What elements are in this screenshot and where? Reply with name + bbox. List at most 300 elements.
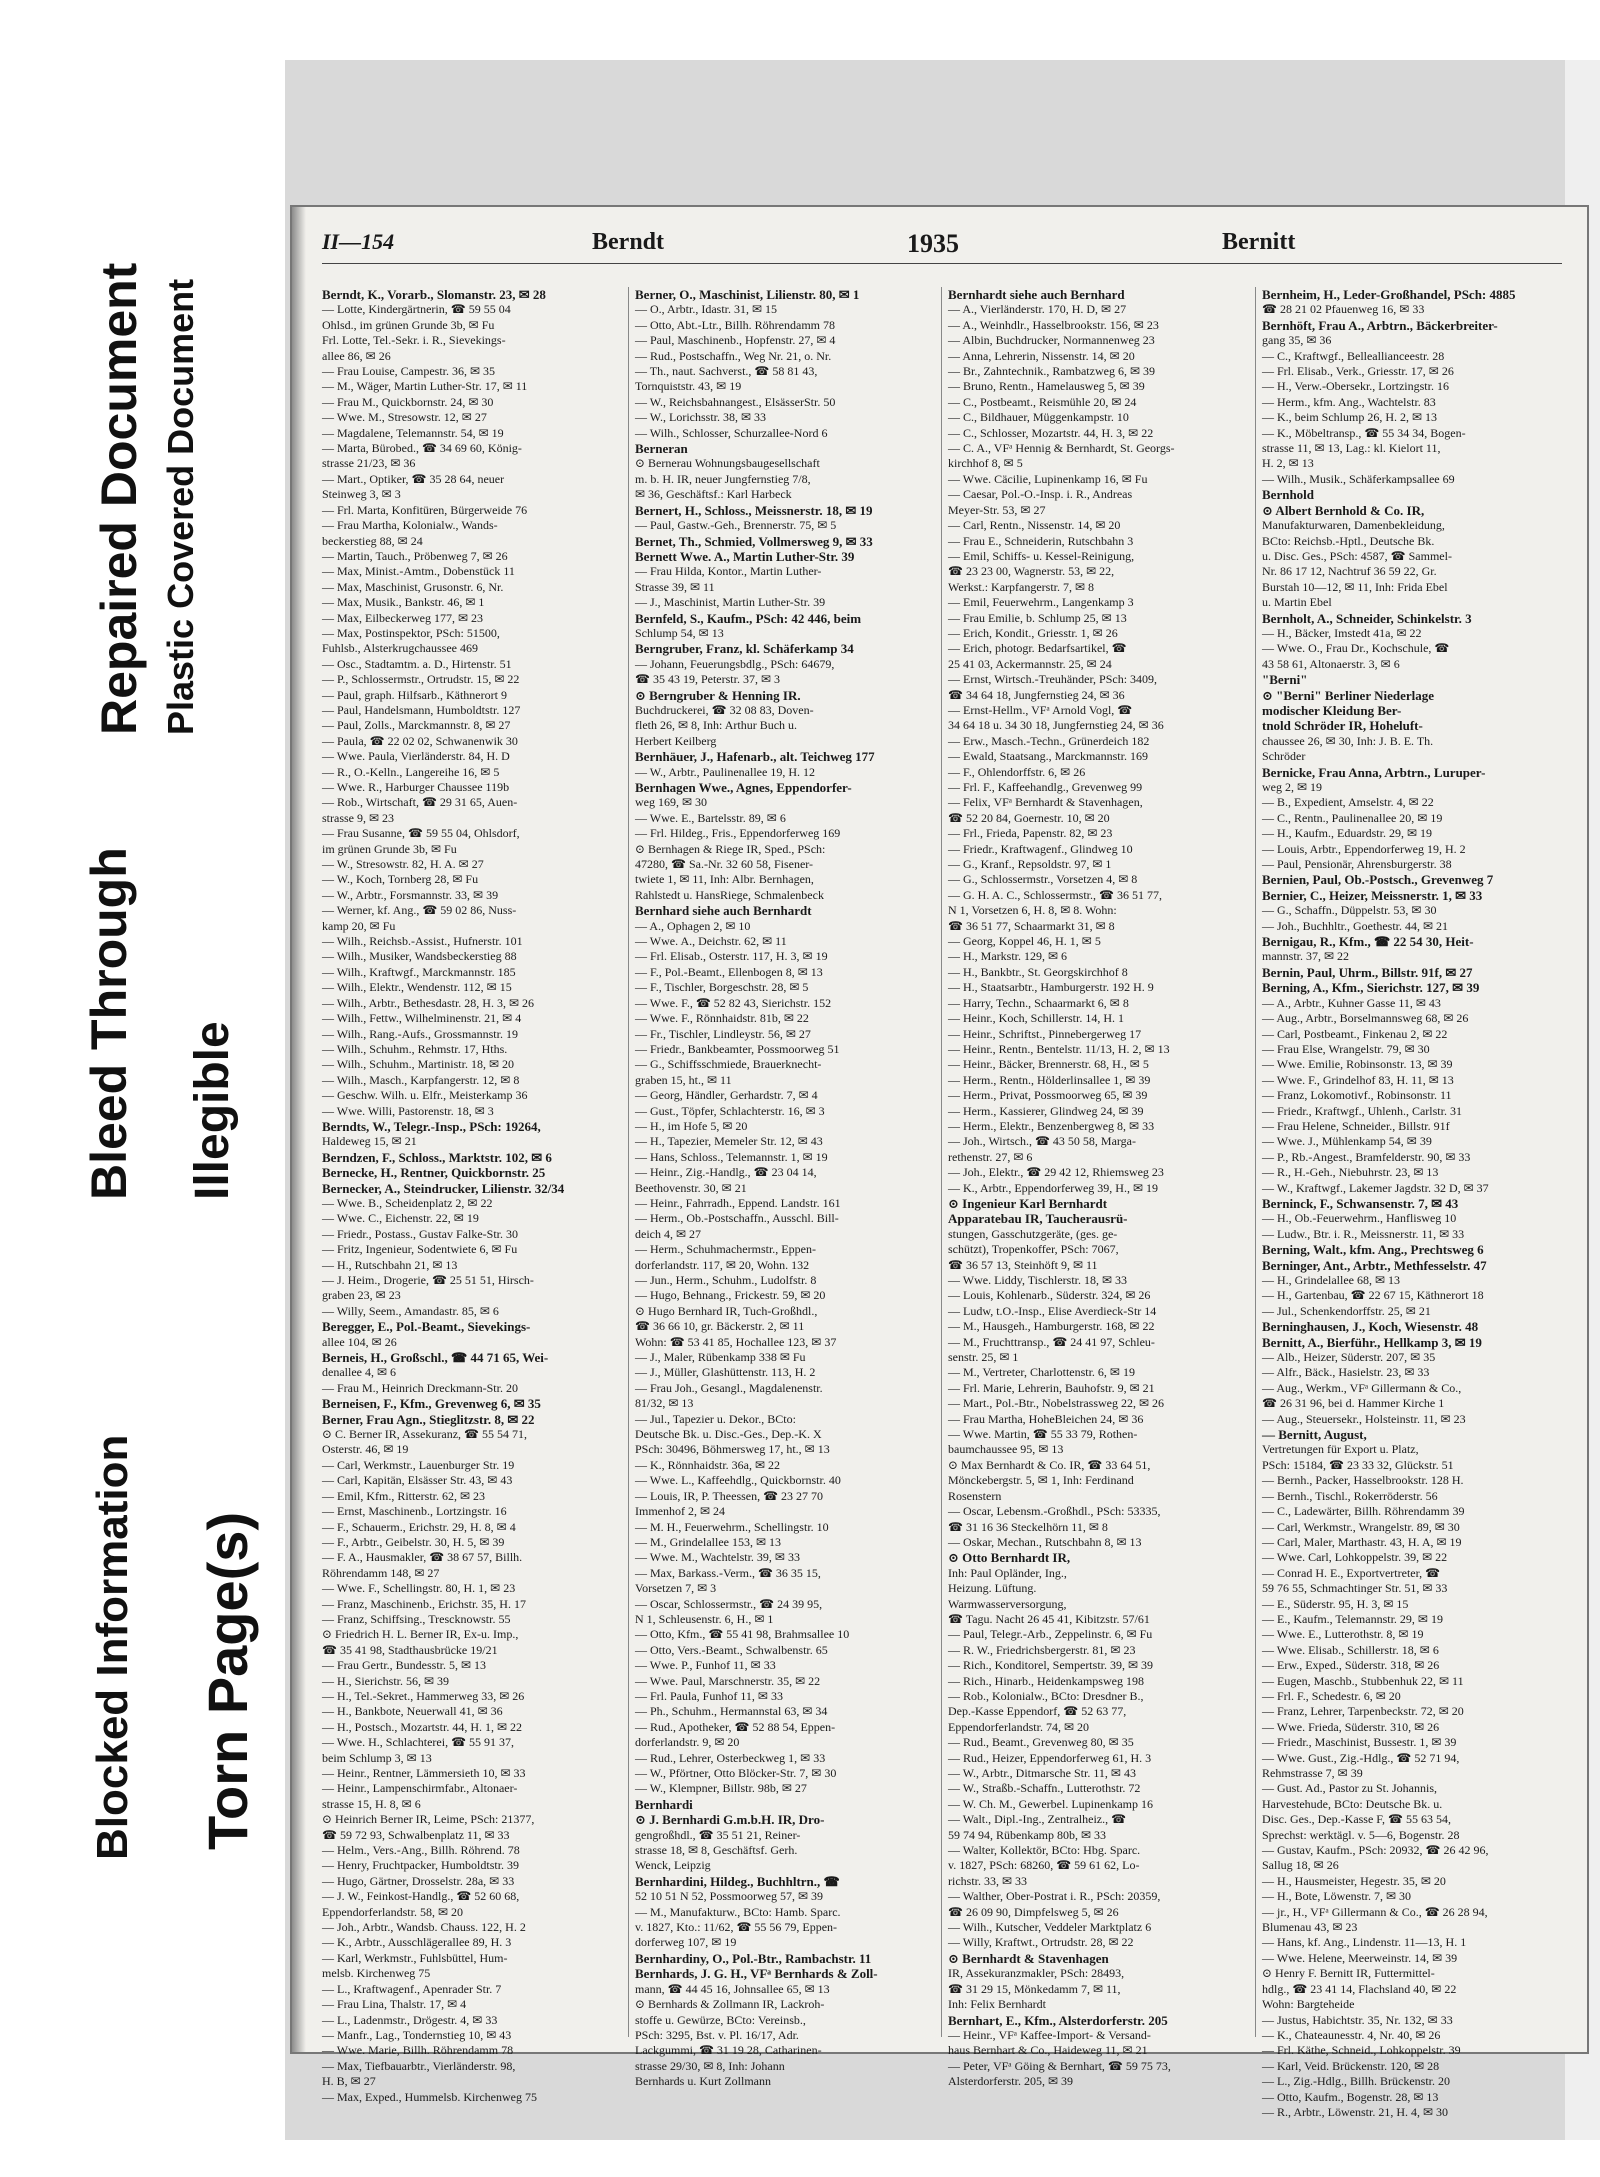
directory-entry: — Fr., Tischler, Lindleystr. 56, ✉ 27 [635,1026,811,1041]
directory-entry: ☎ 36 57 13, Steinhöft 9, ✉ 11 [948,1257,1098,1272]
directory-entry: — Wilh., Rang.-Aufs., Grossmannstr. 19 [322,1026,518,1041]
directory-entry: PSch: 15184, ☎ 23 33 32, Glückstr. 51 [1262,1457,1454,1472]
directory-entry: strasse 9, ✉ 23 [322,810,395,825]
directory-entry: Wohn: Bargteheide [1262,1997,1355,2012]
directory-entry: Beregger, E., Pol.-Beamt., Sievekings- [322,1319,531,1335]
directory-entry: — Fritz, Ingenieur, Sodentwiete 6, ✉ Fu [322,1242,518,1257]
directory-entry: ⊙ Hugo Bernhard IR, Tuch-Großhdl., [635,1303,818,1318]
directory-entry: BCto: Reichsb.-Hptl., Deutsche Bk. [1262,533,1435,548]
directory-entry: Blumenau 43, ✉ 23 [1262,1920,1358,1935]
directory-entry: Bernhardiny, O., Pol.-Btr., Rambachstr. 11 [635,1950,872,1966]
directory-entry: — Emil, Schiffs- u. Kessel-Reinigung, [948,548,1135,563]
column-1 [322,287,618,2104]
directory-entry: — W., Straßb.-Schaffn., Lutterothstr. 72 [948,1781,1141,1796]
directory-entry: — Wwe. C., Eichenstr. 22, ✉ 19 [322,1211,479,1226]
directory-entry: ☎ 23 23 00, Wagnerstr. 53, ✉ 22, [948,564,1115,579]
directory-entry: 43 58 61, Altonaerstr. 3, ✉ 6 [1262,656,1400,671]
directory-entry: Bernin, Paul, Uhrm., Billstr. 91f, ✉ 27 [1262,964,1473,980]
directory-entry: "Berni" [1262,672,1308,688]
directory-entry: Beethovenstr. 30, ✉ 21 [635,1180,747,1195]
label-illegible: Illegible [186,1021,239,1200]
directory-entry: — H., Staatsarbtr., Hamburgerstr. 192 H. 9 [948,980,1154,995]
directory-entry: — Frau Joh., Gesangl., Magdalenenstr. [635,1380,823,1395]
directory-entry: — Erich, Kondit., Griesstr. 1, ✉ 26 [948,625,1118,640]
directory-entry: — H., Markstr. 129, ✉ 6 [948,949,1068,964]
directory-entry: Berngruber, Franz, kl. Schäferkamp 34 [635,641,854,657]
directory-entry: — Franz, Lokomotivf., Robinsonstr. 11 [1262,1088,1452,1103]
directory-entry: Dep.-Kasse Eppendorf, ☎ 52 63 77, [948,1704,1127,1719]
directory-entry: ☎ 52 20 84, Goernestr. 10, ✉ 20 [948,810,1110,825]
directory-entry: — Wwe. L., Kaffeehdlg., Quickbornstr. 40 [635,1473,841,1488]
directory-entry: — Th., naut. Sachverst., ☎ 58 81 43, [635,364,818,379]
directory-entry: — H., Bankbtr., St. Georgskirchhof 8 [948,964,1128,979]
directory-entry: — F. A., Hausmakler, ☎ 38 67 57, Billh. [322,1550,523,1565]
directory-entry: — Frau Martha, HoheBleichen 24, ✉ 36 [948,1411,1144,1426]
directory-entry: schützt), Tropenkoffer, PSch: 7067, [948,1242,1119,1257]
directory-entry: Apparatebau IR, Taucherausrü- [948,1211,1128,1227]
directory-entry: — Ernst, Wirtsch.-Treuhänder, PSch: 3409, [948,672,1158,687]
header-year: 1935 [907,229,959,258]
directory-entry: u. Martin Ebel [1262,595,1332,610]
directory-entry: — W. Ch. M., Gewerbel. Lupinenkamp 16 [948,1796,1153,1811]
directory-entry: — B., Expedient, Amselstr. 4, ✉ 22 [1262,795,1434,810]
directory-entry: — Walt., Dipl.-Ing., Zentralheiz., ☎ [948,1812,1127,1827]
directory-entry: — Otto, Kfm., ☎ 55 41 98, Brahmsallee 10 [635,1627,850,1642]
directory-entry: ⊙ "Berni" Berliner Niederlage [1262,687,1435,703]
directory-entry: Berninger, Ant., Arbtr., Methfesselstr. 47 [1262,1257,1487,1273]
directory-entry: — H., Sierichstr. 56, ✉ 39 [322,1673,450,1688]
directory-entry: — Frl. Elisab., Osterstr. 117, H. 3, ✉ 19 [635,949,828,964]
directory-entry: — Herm., Kassierer, Glindweg 24, ✉ 39 [948,1103,1144,1118]
directory-entry: — Frl. F., Kaffeehandlg., Grevenweg 99 [948,780,1143,794]
directory-entry: H. B, ✉ 27 [322,2074,376,2089]
directory-entry: dorferlandstr. 117, ✉ 20, Wohn. 132 [635,1257,810,1272]
directory-entry: H. 2, ✉ 13 [1262,456,1314,471]
directory-entry: — J., Müller, Glashüttenstr. 113, H. 2 [635,1365,816,1380]
directory-entry: — W., Koch, Tornberg 28, ✉ Fu [322,872,479,887]
directory-entry: — W., Lorichsstr. 38, ✉ 33 [635,410,767,425]
directory-entry: — Karl, Werkmstr., Fuhlsbüttel, Hum- [322,1950,508,1965]
directory-entry: Manufakturwaren, Damenbekleidung, [1262,518,1445,533]
directory-entry: — A., Vierländerstr. 170, H. D, ✉ 27 [948,302,1127,317]
directory-entry: — Wwe. O., Frau Dr., Kochschule, ☎ [1262,641,1450,656]
directory-entry: — Rich., Konditorel, Sempertstr. 39, ✉ 39 [948,1658,1154,1673]
directory-entry: — Johann, Feuerungsbdlg., PSch: 64679, [635,656,835,671]
directory-entry: — Alb., Heizer, Süderstr. 207, ✉ 35 [1262,1350,1436,1365]
directory-entry: Nr. 86 17 12, Nachtruf 36 59 22, Gr. [1262,564,1437,579]
directory-entry: — Wwe. Liddy, Tischlerstr. 18, ✉ 33 [948,1273,1128,1287]
directory-entry: — Frl. Marta, Konfitüren, Bürgerweide 76 [322,502,528,517]
directory-entry: — R., H.-Geh., Niebuhrstr. 23, ✉ 13 [1262,1165,1439,1180]
directory-entry: — H., Verw.-Obersekr., Lortzingstr. 16 [1262,379,1449,394]
directory-entry: v. 1827, Kto.: 11/62, ☎ 55 56 79, Eppen- [635,1920,838,1935]
directory-entry: — H., Hausmeister, Hegestr. 35, ✉ 20 [1262,1873,1446,1888]
directory-entry: — Ph., Schuhm., Hermannstal 63, ✉ 34 [635,1704,828,1719]
directory-entry: — Rud., Apotheker, ☎ 52 88 54, Eppen- [635,1719,836,1734]
directory-entry: — Henry, Fruchtpacker, Humboldtstr. 39 [322,1858,520,1873]
directory-entry: — Herm., Rentn., Hölderlinsallee 1, ✉ 39 [948,1072,1151,1087]
directory-entry: — A., Arbtr., Kuhner Gasse 11, ✉ 43 [1262,995,1441,1010]
label-bleed-through: Bleed Through [81,847,137,1200]
directory-entry: — G., Schaffn., Düppelstr. 53, ✉ 30 [1262,903,1437,918]
directory-entry: — J. Heim., Drogerie, ☎ 25 51 51, Hirsch- [322,1273,534,1287]
directory-entry: — Heinr., Lampenschirmfabr., Altonaer- [322,1781,518,1796]
directory-entry: — Jun., Herm., Schuhm., Ludolfstr. 8 [635,1273,817,1287]
directory-entry: ☎ 36 66 10, gr. Bäckerstr. 2, ✉ 11 [635,1319,805,1334]
directory-entry: — Joh., Buchhltr., Goethestr. 44, ✉ 21 [1262,918,1449,933]
directory-entry: — Eugen, Maschb., Stubbenhuk 22, ✉ 11 [1262,1673,1464,1688]
directory-entry: strasse 21/23, ✉ 36 [322,456,416,471]
directory-entry: — Wwe. H., Schlachterei, ☎ 55 91 37, [322,1735,515,1750]
directory-entry: strasse 18, ✉ 8, Geschäftsf. Gerh. [635,1843,798,1858]
page-number: II—154 [322,229,395,254]
directory-entry: — Frl., Frieda, Papenstr. 82, ✉ 23 [948,826,1113,841]
directory-entry: baumchaussee 95, ✉ 13 [948,1442,1064,1457]
directory-page [290,205,1589,2119]
directory-entry: Rehmstrasse 7, ✉ 39 [1262,1766,1363,1780]
directory-entry: — J. W., Feinkost-Handlg., ☎ 52 60 68, [322,1889,520,1904]
directory-entry: — Erw., Masch.-Techn., Grünerdeich 182 [948,733,1150,748]
directory-entry: Haldeweg 15, ✉ 21 [322,1134,417,1149]
directory-entry: — R., Arbtr., Löwenstr. 21, H. 4, ✉ 30 [1262,2104,1449,2119]
directory-entry: weg 169, ✉ 30 [635,795,708,810]
directory-entry: Bernhardi [635,1796,693,1812]
directory-entry: — Frau Susanne, ☎ 59 55 04, Ohlsdorf, [322,826,520,841]
directory-entry: Warmwasserversorgung, [948,1596,1067,1611]
directory-entry: strasse 29/30, ✉ 8, Inh: Johann [635,2058,785,2073]
directory-entry: — Gust. Ad., Pastor zu St. Johannis, [1262,1781,1438,1796]
directory-entry: Strasse 39, ✉ 11 [635,579,715,594]
directory-entry: gang 35, ✉ 36 [1262,333,1332,348]
column-divider [628,287,629,2037]
directory-entry: — Louis, Kohlenarb., Süderstr. 324, ✉ 26 [948,1288,1151,1303]
directory-entry: — A., Weinhdlr., Hasselbrookstr. 156, ✉ 23 [948,317,1159,332]
directory-entry: — Georg, Händler, Gerhardstr. 7, ✉ 4 [635,1088,818,1103]
directory-entry: — Paul, Gastw.-Geh., Brennerstr. 75, ✉ 5 [635,518,837,533]
directory-entry: — Louis, Arbtr., Eppendorferweg 19, H. 2 [1262,841,1466,856]
directory-entry: IR, Assekuranzmakler, PSch: 28493, [948,1966,1125,1981]
directory-entry: — Wwe. Paul, Marschnerstr. 35, ✉ 22 [635,1673,821,1688]
directory-entry: Bernecke, H., Rentner, Quickbornstr. 25 [322,1165,546,1181]
directory-entry: — Max, Minist.-Amtm., Dobenstück 11 [322,564,515,579]
directory-entry: Buchdruckerei, ☎ 32 08 83, Doven- [635,702,814,717]
directory-entry: — Paul, Telegr.-Arb., Zeppelinstr. 6, ✉ Fu [948,1627,1153,1642]
directory-entry: — C., Ladewärter, Billh. Röhrendamm 39 [1262,1504,1465,1519]
directory-entry: — Rud., Lehrer, Osterbeckweg 1, ✉ 33 [635,1750,826,1765]
directory-entry: — M., Hausgeh., Hamburgerstr. 168, ✉ 22 [948,1319,1155,1334]
directory-entry: — Aug., Arbtr., Borselmannsweg 68, ✉ 26 [1262,1011,1469,1026]
directory-entry: Bernhards u. Kurt Zollmann [635,2074,771,2089]
directory-entry: melsb. Kirchenweg 75 [322,1966,431,1981]
directory-entry: — Wwe. Martin, ☎ 55 33 79, Rothen- [948,1427,1138,1442]
directory-entry: — Friedr., Maschinist, Bussestr. 1, ✉ 39 [1262,1735,1457,1750]
directory-entry: — Jul., Tapezier u. Dekor., BCto: [635,1411,796,1426]
directory-entry: Mönckebergstr. 5, ✉ 1, Inh: Ferdinand [948,1473,1134,1488]
directory-entry: chaussee 26, ✉ 30, Inh: J. B. E. Th. [1262,733,1434,748]
directory-entry: Vertretungen für Export u. Platz, [1262,1442,1419,1457]
directory-entry: Frl. Lotte, Tel.-Sekr. i. R., Sievekings- [322,333,506,348]
header-right-name: Bernitt [1222,229,1296,255]
directory-entry: — Helm., Vers.-Ang., Billh. Röhrend. 78 [322,1843,520,1858]
directory-entry: — P., Rb.-Angest., Bramfelderstr. 90, ✉ 33 [1262,1149,1471,1164]
directory-entry: hdlg., ☎ 23 41 14, Flachsland 40, ✉ 22 [1262,1981,1457,1996]
directory-entry: — K., Möbeltransp., ☎ 55 34 34, Bogen- [1262,425,1466,440]
directory-entry: — Paul, Maschinenb., Hopfenstr. 27, ✉ 4 [635,333,836,348]
directory-entry: — Carl, Werkmstr., Lauenburger Str. 19 [322,1457,515,1472]
directory-entry: — Heinr., VFᵃ Kaffee-Import- & Versand- [948,2027,1151,2042]
directory-entry: Berner, Frau Agn., Stieglitzstr. 8, ✉ 22 [322,1411,535,1427]
directory-entry: — Carl, Rentn., Nissenstr. 14, ✉ 20 [948,518,1121,533]
directory-entry: — Wwe. F., Schellingstr. 80, H. 1, ✉ 23 [322,1581,516,1596]
directory-entry: — F., Pol.-Beamt., Ellenbogen 8, ✉ 13 [635,964,823,979]
directory-entry: Eppendorferlandstr. 58, ✉ 20 [322,1904,464,1919]
directory-entry: — C., Rentn., Paulinenallee 20, ✉ 19 [1262,810,1443,825]
directory-entry: strasse 11, ✉ 13, Lag.: kl. Kielort 11, [1262,441,1441,456]
directory-entry: twiete 1, ✉ 11, Inh: Albr. Bernhagen, [635,872,814,887]
directory-entry: — Frau Gertr., Bundesstr. 5, ✉ 13 [322,1658,487,1673]
directory-entry: — R., O.-Kelln., Langereihe 16, ✉ 5 [322,764,500,779]
directory-entry: ☎ 31 16 36 Steckelhörn 11, ✉ 8 [948,1519,1108,1534]
directory-entry: — Justus, Habichtstr. 35, Nr. 132, ✉ 33 [1262,2012,1453,2027]
directory-entry: — Wwe. Marie, Billh. Röhrendamm 78 [322,2043,514,2058]
directory-entry: — Otto, Kaufm., Bogenstr. 28, ✉ 13 [1262,2089,1439,2104]
directory-entry: — Walter, Kollektör, BCto: Hbg. Sparc. [948,1843,1141,1858]
directory-entry: — Carl, Postbeamt., Finkenau 2, ✉ 22 [1262,1026,1448,1041]
directory-entry: — Friedr., Kraftwagenf., Glindweg 10 [948,841,1133,856]
directory-entry: — Aug., Steuersekr., Holsteinstr. 11, ✉ 23 [1262,1411,1466,1426]
directory-entry: Wohn: ☎ 53 41 85, Hochallee 123, ✉ 37 [635,1334,837,1349]
directory-entry: — Alfr., Bäck., Hasielstr. 23, ✉ 33 [1262,1365,1430,1380]
directory-entry: — Frau Martha, Kolonialw., Wands- [322,518,498,533]
directory-entry: — Wilh., Schuhm., Martinistr. 18, ✉ 20 [322,1057,515,1072]
label-blocked-information: Blocked Information [88,1434,137,1860]
directory-entry: — G., Kranf., Repsoldstr. 97, ✉ 1 [948,857,1112,872]
directory-entry: Osterstr. 46, ✉ 19 [322,1442,409,1457]
directory-entry: — K., beim Schlump 26, H. 2, ✉ 13 [1262,410,1438,425]
directory-entry: — Wwe. M., Wachtelstr. 39, ✉ 33 [635,1550,800,1565]
directory-entry: ☎ 31 29 15, Mönkedamm 7, ✉ 11, [948,1981,1121,1996]
directory-entry: — Otto, Abt.-Ltr., Billh. Röhrendamm 78 [635,317,835,332]
directory-entry: — Bernitt, August, [1262,1427,1367,1443]
directory-entry: — Hans, kf. Ang., Lindenstr. 11—13, H. 1 [1262,1935,1467,1950]
directory-entry: — Joh., Arbtr., Wandsb. Chauss. 122, H. 2 [322,1920,526,1935]
directory-entry: Bernheim, H., Leder-Großhandel, PSch: 4885 [1262,287,1516,302]
directory-entry: Inh: Paul Opländer, Ing., [948,1565,1067,1580]
directory-entry: Schlump 54, ✉ 13 [635,625,724,640]
directory-entry: — C., Kraftwgf., Belleallianceestr. 28 [1262,348,1445,363]
directory-entry: — L., Zig.-Hdlg., Billh. Brückenstr. 20 [1262,2074,1450,2089]
directory-entry: ☎ 35 41 98, Stadthausbrücke 19/21 [322,1642,498,1657]
directory-entry: strasse 15, H. 8, ✉ 6 [322,1796,421,1811]
directory-entry: Bernhart, E., Kfm., Alsterdorferstr. 205 [948,2012,1168,2028]
directory-entry: — Franz, Lehrer, Tarpenbeckstr. 72, ✉ 20 [1262,1704,1464,1719]
directory-entry: — Herm., kfm. Ang., Wachtelstr. 83 [1262,394,1436,409]
directory-entry: — Karl, Veid. Brückenstr. 120, ✉ 28 [1262,2058,1440,2073]
directory-entry: — Frau Hilda, Kontor., Martin Luther- [635,564,822,579]
directory-entry: Bernert, H., Schloss., Meissnerstr. 18, ✉ 19 [635,502,873,518]
directory-entry: — R. W., Friedrichsbergerstr. 81, ✉ 23 [948,1642,1136,1657]
directory-entry: — Emil, Feuerwehrm., Langenkamp 3 [948,595,1134,610]
directory-entry: — Louis, IR, P. Theessen, ☎ 23 27 70 [635,1488,824,1503]
directory-entry: — Heinr., Rentn., Bentelstr. 11/13, H. 2, ✉ 13 [948,1041,1170,1056]
directory-entry: — Carl, Maler, Marthastr. 43, H. A, ✉ 19 [1262,1534,1462,1549]
directory-entry: — Frau Helene, Schneider., Billstr. 91f [1262,1118,1450,1133]
directory-entry: — Wwe. Gust., Zig.-Hdlg., ☎ 52 71 94, [1262,1750,1460,1765]
directory-entry: Rosenstern [948,1488,1002,1503]
directory-entry: — Heinr., Zig.-Handlg., ☎ 23 04 14, [635,1165,817,1180]
directory-entry: — Manfr., Lag., Tondernstieg 10, ✉ 43 [322,2027,512,2042]
directory-entry: — Bruno, Rentn., Hamelausweg 5, ✉ 39 [948,379,1145,394]
directory-entry: — jr., H., VFᵃ Gillermann & Co., ☎ 26 28 94, [1262,1904,1488,1919]
directory-entry: — Franz, Maschinenb., Erichstr. 35, H. 17 [322,1596,526,1611]
directory-entry: — H., Grindelallee 68, ✉ 13 [1262,1273,1401,1287]
directory-entry: — Wilh., Schuhm., Rehmstr. 17, Hths. [322,1041,508,1056]
directory-entry: ⊙ Henry F. Bernitt IR, Futtermittel- [1262,1966,1435,1981]
directory-entry: PSch: 3295, Bst. v. Pl. 16/17, Adr. [635,2027,799,2042]
directory-entry: graben 15, ht., ✉ 11 [635,1072,732,1087]
directory-entry: fleth 26, ✉ 8, Inh: Arthur Buch u. [635,718,798,733]
directory-entry: — W., Reichsbahnangest., ElsässerStr. 50 [635,394,836,409]
directory-entry: — Max, Eilbeckerweg 177, ✉ 23 [322,610,484,625]
directory-entry: — E., Süderstr. 95, H. 3, ✉ 15 [1262,1596,1409,1611]
directory-entry: Sprechst: werktägl. v. 5—6, Bogenstr. 28 [1262,1827,1460,1842]
directory-entry: Sallug 18, ✉ 26 [1262,1858,1339,1873]
directory-entry: kamp 20, ✉ Fu [322,918,396,933]
directory-entry: — Rob., Kolonialw., BCto: Dresdner B., [948,1688,1144,1703]
directory-entry: Eppendorferlandstr. 74, ✉ 20 [948,1719,1090,1734]
directory-entry: Berneis, H., Großschl., ☎ 44 71 65, Wei- [322,1350,549,1366]
directory-entry: — H., Bäcker, Imstedt 41a, ✉ 22 [1262,625,1422,640]
directory-entry: — Wwe. Elisab., Schillerstr. 18, ✉ 6 [1262,1642,1439,1657]
directory-entry: — Oskar, Mechan., Rutschbahn 8, ✉ 13 [948,1534,1142,1549]
directory-entry: Meyer-Str. 53, ✉ 27 [948,502,1046,517]
directory-entry: — Wilh., Elektr., Wendenstr. 112, ✉ 15 [322,980,512,995]
directory-entry: — Max, Postinspektor, PSch: 51500, [322,625,500,640]
directory-entry: — Frau Else, Wrangelstr. 79, ✉ 30 [1262,1041,1430,1056]
directory-entry: Disc. Ges., Dep.-Kasse F, ☎ 55 63 54, [1262,1812,1451,1827]
directory-entry: — Rud., Beamt., Grevenweg 80, ✉ 35 [948,1735,1134,1750]
directory-entry: — Oscar, Lebensm.-Großhdl., PSch: 53335, [948,1504,1161,1519]
directory-entry: Steinweg 3, ✉ 3 [322,487,401,502]
directory-entry: ⊙ C. Berner IR, Assekuranz, ☎ 55 54 71, [322,1427,527,1442]
directory-entry: ⊙ Albert Bernhold & Co. IR, [1262,502,1425,518]
directory-entry: — Carl, Werkmstr., Wrangelstr. 89, ✉ 30 [1262,1519,1460,1534]
directory-entry: — F., Schauerm., Erichstr. 29, H. 8, ✉ 4 [322,1519,516,1534]
directory-entry: — Heinr., Rentner, Lämmersieth 10, ✉ 33 [322,1766,526,1780]
directory-entry: — G., Schiffsschmiede, Brauerknecht- [635,1057,822,1072]
directory-entry: — Wwe. E., Lutterothstr. 8, ✉ 19 [1262,1627,1424,1642]
directory-entry: — Franz, Schiffsing., Trescknowstr. 55 [322,1611,511,1626]
directory-entry: — Gust., Töpfer, Schlachterstr. 16, ✉ 3 [635,1103,825,1118]
directory-entry: 81/32, ✉ 13 [635,1396,694,1411]
directory-entry: — Anna, Lehrerin, Nissenstr. 14, ✉ 20 [948,348,1135,363]
directory-entry: Schröder [1262,749,1306,764]
directory-entry: Bernett Wwe. A., Martin Luther-Str. 39 [635,548,855,564]
directory-entry: — Ewald, Staatsang., Marckmannstr. 169 [948,749,1148,764]
directory-entry: deich 4, ✉ 27 [635,1226,702,1241]
directory-entry: — W., Kraftwgf., Lakemer Jagdstr. 32 D, ✉ 37 [1262,1180,1489,1195]
directory-entry: Berneran [635,441,688,457]
directory-entry: allee 104, ✉ 26 [322,1334,397,1349]
directory-entry: ⊙ Otto Bernhardt IR, [948,1550,1071,1566]
directory-entry: m. b. H. IR, neuer Jungfernstieg 7/8, [635,471,811,486]
directory-entry: — Wwe. P., Funhof 11, ✉ 33 [635,1658,776,1673]
directory-entry: im grünen Grunde 3b, ✉ Fu [322,841,457,856]
directory-entry: — Rich., Hinarb., Heidenkampsweg 198 [948,1673,1144,1688]
directory-entry: Lackgummi, ☎ 31 19 28, Catharinen- [635,2043,822,2058]
directory-entry: — Paul, Pensionär, Ahrensburgerstr. 38 [1262,857,1452,872]
directory-entry: — W., Arbtr., Ditmarsche Str. 11, ✉ 43 [948,1766,1136,1780]
directory-entry: — Friedr., Kraftwgf., Uhlenh., Carlstr. 31 [1262,1103,1462,1118]
directory-entry: — Bernh., Tischl., Rokerröderstr. 56 [1262,1488,1438,1503]
directory-entry: Bernier, C., Heizer, Meissnerstr. 1, ✉ 33 [1262,887,1483,903]
directory-entry: — Wwe. F., Grindelhof 83, H. 11, ✉ 13 [1262,1072,1454,1087]
side-labels [0,0,285,2177]
directory-entry: — C., Schlosser, Mozartstr. 44, H. 3, ✉ 22 [948,425,1154,440]
directory-entry: dorferweg 107, ✉ 19 [635,1935,737,1950]
directory-entry: — L., Ladenmstr., Drögestr. 4, ✉ 33 [322,2012,498,2027]
directory-entry: — Bernh., Packer, Hasselbrookstr. 128 H. [1262,1473,1464,1488]
directory-entry: — Max, Exped., Hummelsb. Kirchenweg 75 [322,2089,537,2104]
directory-entry: weg 2, ✉ 19 [1262,780,1323,794]
column-4 [1262,287,1558,2119]
directory-entry: — Wwe. F., ☎ 52 82 43, Sierichstr. 152 [635,995,832,1010]
directory-entry: — Mart., Pol.-Btr., Nobelstrassweg 22, ✉ 26 [948,1396,1165,1411]
directory-entry: — Wwe. E., Bartelsstr. 89, ✉ 6 [635,810,786,825]
directory-entry: — Georg, Koppel 46, H. 1, ✉ 5 [948,934,1101,949]
directory-entry: Burstah 10—12, ✉ 11, Inh: Frida Ebel [1262,579,1448,594]
directory-entry: — Ernst-Hellm., VFᵃ Arnold Vogl, ☎ [948,702,1133,717]
directory-entry: Bernhardini, Hildeg., Buchhltrn., ☎ [635,1873,840,1889]
directory-entry: — Hugo, Gärtner, Drosselstr. 28a, ✉ 33 [322,1873,515,1888]
directory-entry: — Friedr., Bankbeamter, Possmoorweg 51 [635,1041,840,1056]
directory-entry: — Felix, VFᵃ Bernhardt & Stavenhagen, [948,795,1143,810]
directory-entry: — C. A., VFᵃ Hennig & Bernhardt, St. Georgs- [948,441,1175,456]
directory-entry: — Wwe. Helene, Meerweinstr. 14, ✉ 39 [1262,1950,1458,1965]
directory-entry: — K., Arbtr., Ausschlägerallee 89, H. 3 [322,1935,512,1950]
directory-entry: — M. H., Feuerwehrm., Schellingstr. 10 [635,1519,829,1534]
directory-entry: — M., Wäger, Martin Luther-Str. 17, ✉ 11 [322,379,528,394]
directory-entry: — Frau E., Schneiderin, Rutschbahn 3 [948,533,1134,548]
directory-entry: modischer Kleidung Ber- [1262,702,1402,718]
directory-entry: — Joh., Wirtsch., ☎ 43 50 58, Marga- [948,1134,1137,1149]
directory-entry: — Ludw., Btr. i. R., Meissnerstr. 11, ✉ 33 [1262,1226,1465,1241]
directory-entry: — Rud., Heizer, Eppendorferweg 61, H. 3 [948,1750,1152,1765]
directory-entry: ☎ 26 09 90, Dimpfelsweg 5, ✉ 26 [948,1904,1119,1919]
directory-entry: PSch: 30496, Böhmersweg 17, ht., ✉ 13 [635,1442,830,1457]
directory-entry: — W., Arbtr., Paulinenallee 19, H. 12 [635,764,815,779]
directory-entry: — Paula, ☎ 22 02 02, Schwanenwik 30 [322,733,518,748]
directory-entry: — Max, Tiefbauarbtr., Vierländerstr. 98, [322,2058,516,2073]
directory-entry: Bernhard siehe auch Bernhardt [635,903,812,919]
directory-entry: — C., Postbeamt., Reismühle 20, ✉ 24 [948,394,1137,409]
directory-entry: — M., Fruchttransp., ☎ 24 41 97, Schleu- [948,1334,1155,1349]
directory-entry: Bernitt, A., Bierführ., Hellkamp 3, ✉ 19 [1262,1334,1482,1350]
directory-entry: ⊙ Bernerau Wohnungsbaugesellschaft [635,456,820,471]
directory-entry: — Caesar, Pol.-O.-Insp. i. R., Andreas [948,487,1133,502]
directory-entry: Berninck, F., Schwansenstr. 7, ✉ 43 [1262,1195,1459,1211]
directory-entry: — Werner, kf. Ang., ☎ 59 02 86, Nuss- [322,903,517,918]
directory-entry: — Herm., Privat, Possmoorweg 65, ✉ 39 [948,1088,1148,1103]
directory-entry: — Wilh., Musik., Schäferkampsallee 69 [1262,471,1455,486]
directory-entry: Bernhold [1262,487,1315,503]
directory-entry: — Wilh., Musiker, Wandsbeckerstieg 88 [322,949,517,964]
directory-entry: Berninghausen, J., Koch, Wiesenstr. 48 [1262,1319,1479,1335]
directory-entry: ☎ 36 51 77, Schaarmarkt 31, ✉ 8 [948,918,1115,933]
column-divider [1255,287,1256,2037]
directory-entry: v. 1827, PSch: 68260, ☎ 59 61 62, Lo- [948,1858,1140,1873]
directory-entry: — Max, Barkass.-Verm., ☎ 36 35 15, [635,1565,821,1580]
